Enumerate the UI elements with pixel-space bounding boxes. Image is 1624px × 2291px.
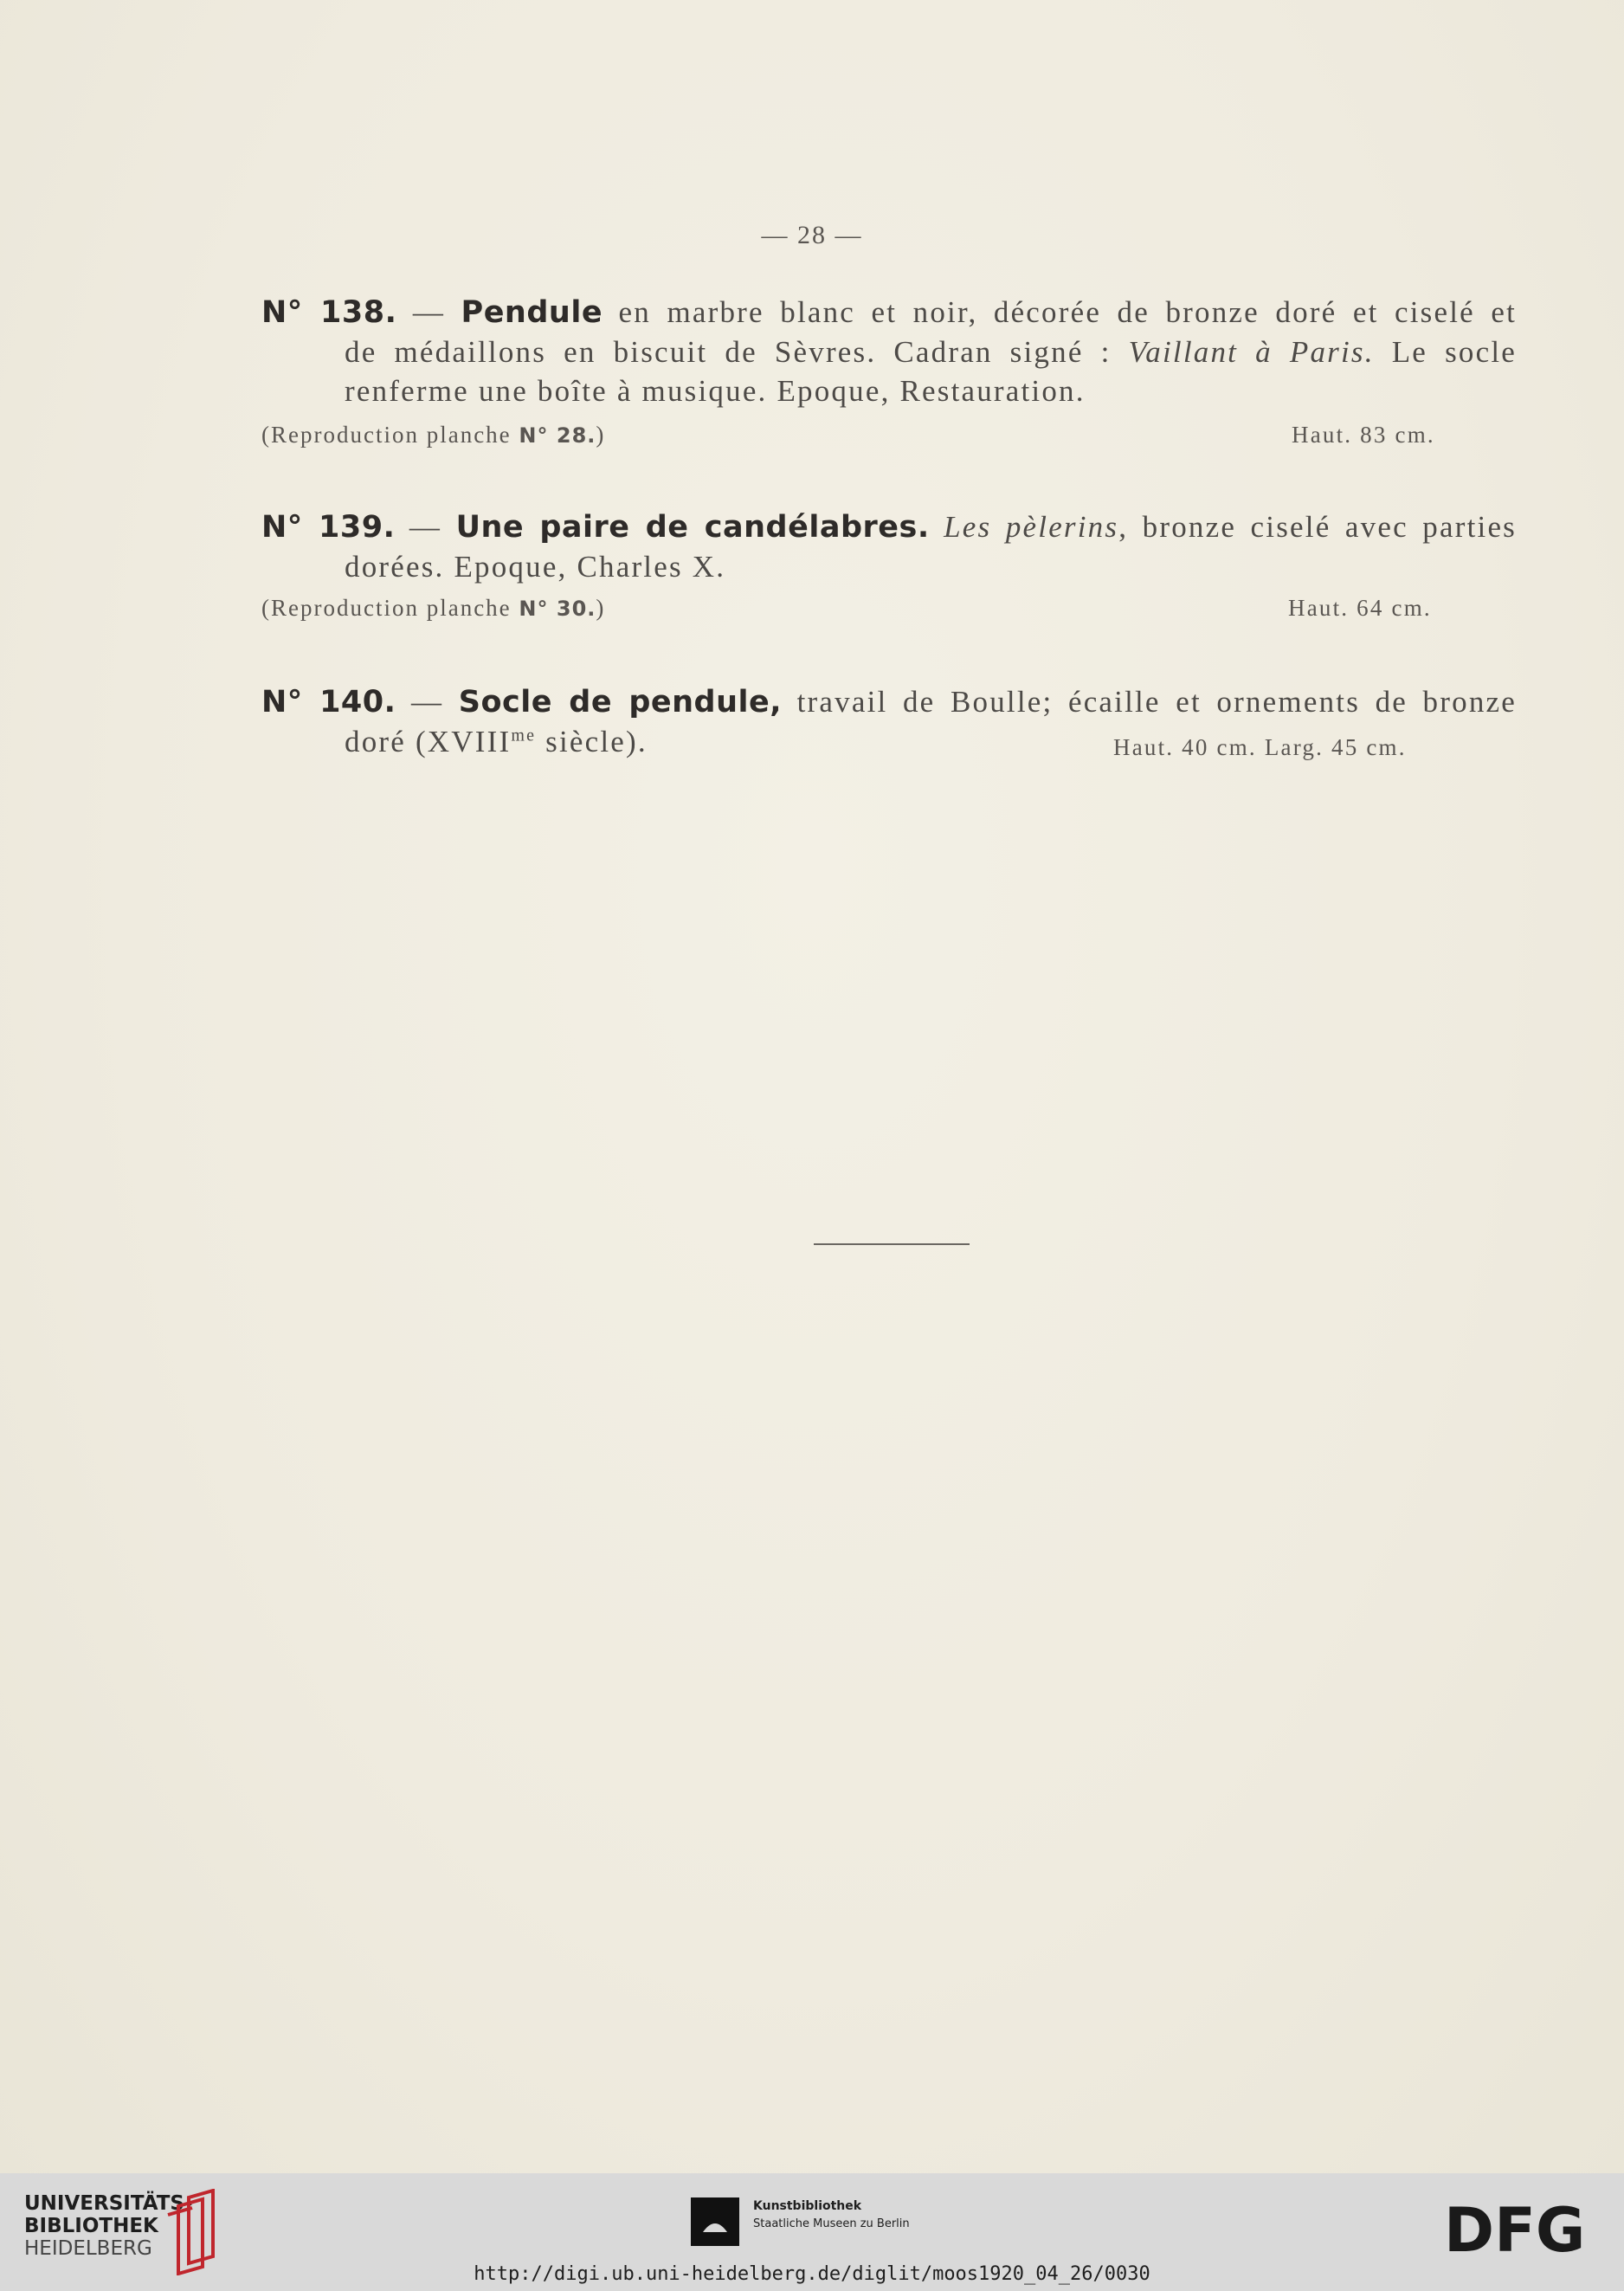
entry-text: , bronze ciselé avec parties (1118, 510, 1517, 544)
dimensions: Haut. 64 cm. (1288, 595, 1432, 621)
entry-text: siècle). (536, 725, 648, 758)
entry-text: en marbre blanc et noir, décorée de bronze doré et ciselé et (603, 295, 1517, 329)
entry-number: N° 140. (261, 685, 396, 720)
entry-dash: — (396, 295, 461, 329)
catalog-entry-139 (261, 507, 1517, 586)
entry-text: doré (XVIII (345, 725, 512, 758)
svg-text:DFG: DFG (1444, 2199, 1586, 2260)
entry-text-italic: Les pèlerins (929, 510, 1119, 544)
dimensions: Haut. 83 cm. (1292, 422, 1435, 448)
entry-text-italic: Vaillant à Paris. (1128, 335, 1375, 369)
reproduction-note: (Reproduction planche N° 28.) (261, 422, 606, 448)
entry-title: Pendule (461, 295, 603, 330)
entry-title: Une paire de candélabres. (455, 510, 930, 545)
entry-title: Socle de pendule, (458, 685, 783, 720)
entry-text: Le socle (1374, 335, 1517, 369)
entry-number: N° 138. (261, 295, 397, 330)
entry-dash: — (396, 685, 459, 719)
source-url[interactable]: http://digi.ub.uni-heidelberg.de/diglit/moos1920_04_26/0030 (474, 2263, 1150, 2285)
catalog-entry-138 (261, 293, 1517, 410)
entry-text: dorées. Epoque, Charles X. (345, 550, 726, 584)
entry-text: de médaillons en biscuit de Sèvres. Cadran signé : (345, 335, 1129, 369)
reproduction-note: (Reproduction planche N° 30.) (261, 595, 606, 621)
entry-text: travail de Boulle; écaille et ornements de bronze (782, 685, 1517, 719)
dimensions: Haut. 40 cm. Larg. 45 cm. (1113, 734, 1407, 760)
entry-text: renferme une boîte à musique. Epoque, Restauration. (345, 374, 1086, 408)
entry-number: N° 139. (261, 510, 396, 545)
kunstbibliothek-logo-icon (691, 2197, 739, 2246)
end-rule (814, 1243, 970, 1245)
entry-dash: — (395, 510, 456, 544)
dfg-logo-icon (1444, 2199, 1600, 2260)
digitization-footer (0, 2173, 1624, 2291)
entry-superscript: me (511, 726, 537, 745)
page-number: — 28 — (761, 221, 863, 249)
kunstbibliothek-label: Kunstbibliothek Staatliche Museen zu Berlin (753, 2199, 910, 2230)
ub-heidelberg-wordmark: UNIVERSITÄTS- BIBLIOTHEK HEIDELBERG (24, 2192, 193, 2260)
ub-heidelberg-logo-icon (163, 2189, 232, 2275)
